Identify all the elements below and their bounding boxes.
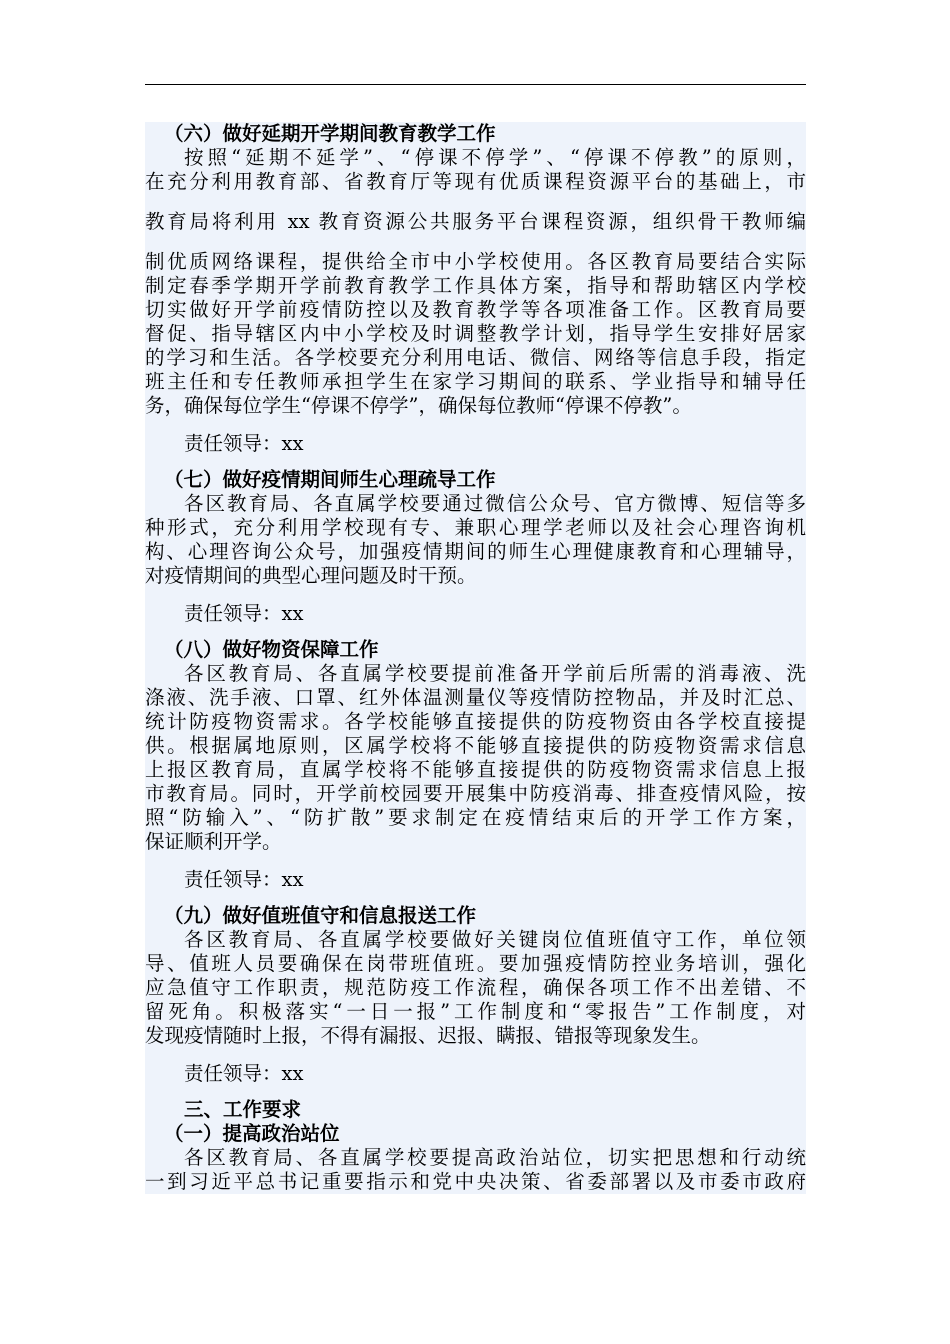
paragraph-line: 班主任和专任教师承担学生在家学习期间的联系、学业指导和辅导任 [145, 370, 806, 393]
paragraph-line: 的学习和生活。各学校要充分利用电话、微信、网络等信息手段，指定 [145, 346, 806, 369]
paragraph-line: 构、心理咨询公众号，加强疫情期间的师生心理健康教育和心理辅导， [145, 540, 806, 563]
section-heading-6: （六）做好延期开学期间教育教学工作 [164, 122, 496, 145]
section-heading-9: （九）做好值班值守和信息报送工作 [164, 904, 477, 927]
paragraph-line: 导、值班人员要确保在岗带班值班。要加强疫情防控业务培训，强化 [145, 952, 806, 975]
responsible-leader: 责任领导：xx [184, 868, 304, 891]
paragraph-line: 各区教育局、各直属学校要做好关键岗位值班值守工作，单位领 [184, 928, 806, 951]
paragraph-line: 种形式，充分利用学校现有专、兼职心理学老师以及社会心理咨询机 [145, 516, 806, 539]
paragraph-line: 保证顺利开学。 [145, 830, 282, 853]
paragraph-line: 切实做好开学前疫情防控以及教育教学等各项准备工作。区教育局要 [145, 298, 806, 321]
document-body [145, 122, 806, 1194]
responsible-leader: 责任领导：xx [184, 432, 304, 455]
paragraph-line: 一到习近平总书记重要指示和党中央决策、省委部署以及市委市政府 [145, 1170, 806, 1193]
paragraph-line: 督促、指导辖区内中小学校及时调整教学计划，指导学生安排好居家 [145, 322, 806, 345]
paragraph-line: 各区教育局、各直属学校要通过微信公众号、官方微博、短信等多 [184, 492, 806, 515]
paragraph-line: 各区教育局、各直属学校要提高政治站位，切实把思想和行动统 [184, 1146, 806, 1169]
paragraph-line: 涤液、洗手液、口罩、红外体温测量仪等疫情防控物品，并及时汇总、 [145, 686, 806, 709]
paragraph-line: 发现疫情随时上报，不得有漏报、迟报、瞒报、错报等现象发生。 [145, 1024, 711, 1047]
section-heading-8: （八）做好物资保障工作 [164, 638, 379, 661]
paragraph-line: 统计防疫物资需求。各学校能够直接提供的防疫物资由各学校直接提 [145, 710, 806, 733]
header-rule [145, 84, 806, 85]
subsection-heading: （一）提高政治站位 [164, 1122, 340, 1145]
paragraph-line: 供。根据属地原则，区属学校将不能够直接提供的防疫物资需求信息 [145, 734, 806, 757]
paragraph-line: 按照“延期不延学”、“停课不停学”、“停课不停教”的原则， [184, 146, 806, 169]
paragraph-line: 留死角。积极落实“一日一报”工作制度和“零报告”工作制度，对 [145, 1000, 806, 1023]
paragraph-line: 在充分利用教育部、省教育厅等现有优质课程资源平台的基础上，市 [145, 170, 806, 193]
paragraph-line: 市教育局。同时，开学前校园要开展集中防疫消毒、排查疫情风险，按 [145, 782, 806, 805]
paragraph-line: 照“防输入”、“防扩散”要求制定在疫情结束后的开学工作方案， [145, 806, 806, 829]
paragraph-line: 教育局将利用 xx 教育资源公共服务平台课程资源，组织骨干教师编 [145, 210, 806, 233]
paragraph-line: 应急值守工作职责，规范防疫工作流程，确保各项工作不出差错、不 [145, 976, 806, 999]
paragraph-line: 制定春季学期开学前教育教学工作具体方案，指导和帮助辖区内学校 [145, 274, 806, 297]
section-heading-7: （七）做好疫情期间师生心理疏导工作 [164, 468, 496, 491]
responsible-leader: 责任领导：xx [184, 602, 304, 625]
chapter-heading: 三、工作要求 [184, 1098, 302, 1121]
paragraph-line: 上报区教育局，直属学校将不能够直接提供的防疫物资需求信息上报 [145, 758, 806, 781]
paragraph-line: 对疫情期间的典型心理问题及时干预。 [145, 564, 477, 587]
paragraph-line: 务，确保每位学生“停课不停学”，确保每位教师“停课不停教”。 [145, 394, 692, 417]
responsible-leader: 责任领导：xx [184, 1062, 304, 1085]
paragraph-line: 制优质网络课程，提供给全市中小学校使用。各区教育局要结合实际 [145, 250, 806, 273]
paragraph-line: 各区教育局、各直属学校要提前准备开学前后所需的消毒液、洗 [184, 662, 806, 685]
